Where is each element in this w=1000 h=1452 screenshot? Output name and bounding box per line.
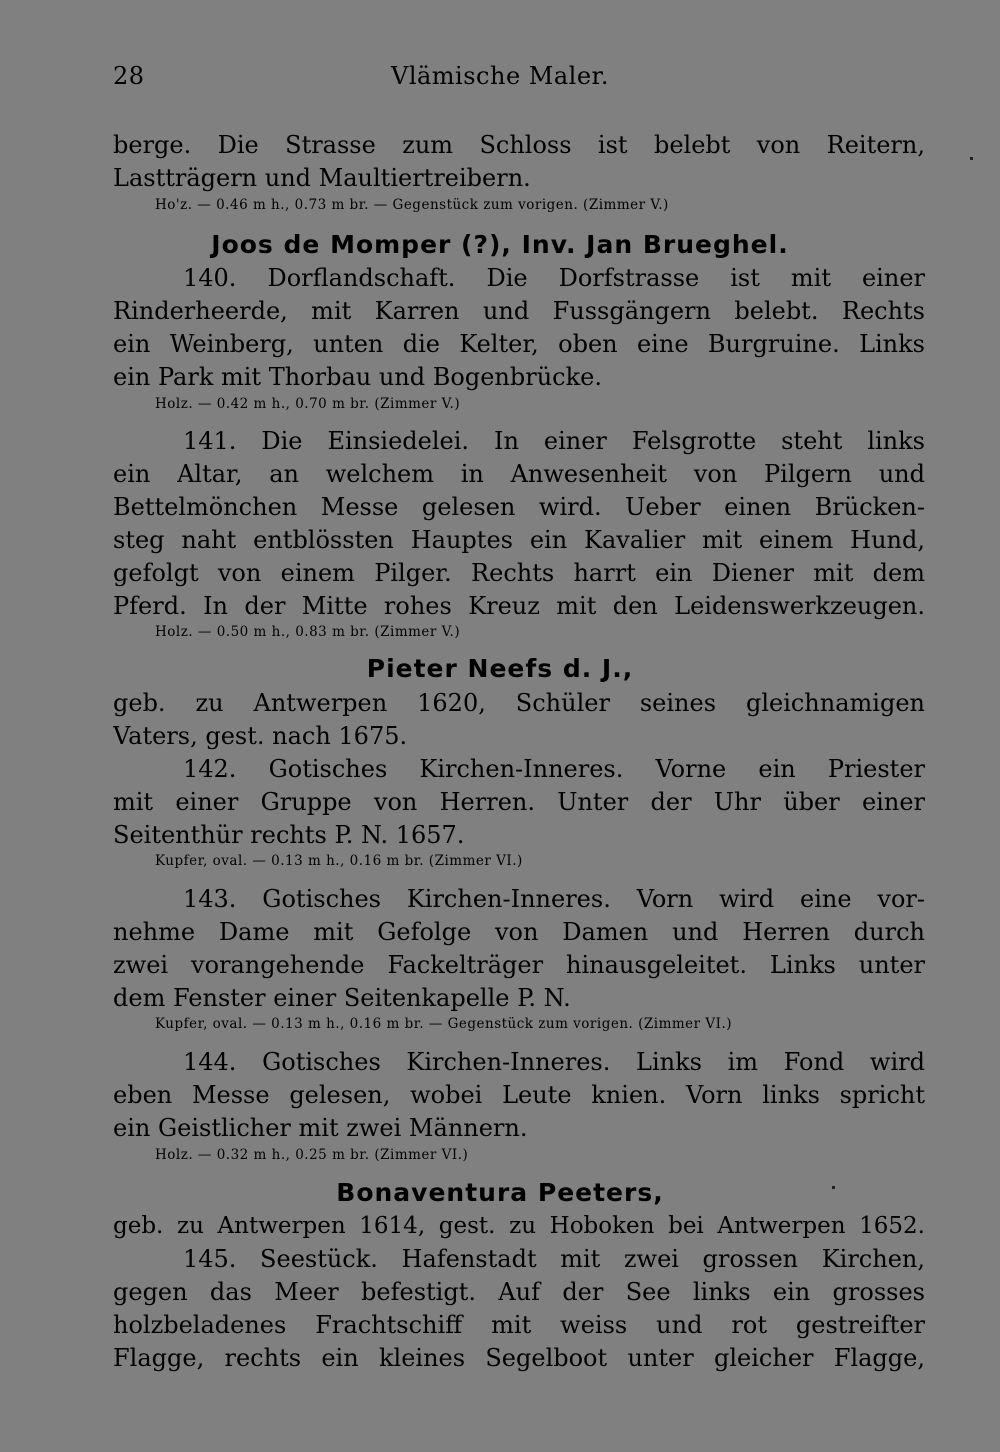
- artist-heading: Bonaventura Peeters,: [336, 1178, 664, 1207]
- scan-speck: [832, 1186, 835, 1189]
- text-line: nehme Dame mit Gefolge von Damen und Herren durch: [113, 918, 925, 946]
- text-line: Vaters, gest. nach 1675.: [113, 722, 408, 750]
- entry-line: 142. Gotisches Kirchen-Inneres. Vorne ein Priester: [183, 755, 925, 783]
- artist-heading: Joos de Momper (?), Inv. Jan Brueghel.: [211, 230, 789, 259]
- text-line: ein Geistlicher mit zwei Männern.: [113, 1114, 528, 1142]
- scan-speck: [970, 157, 973, 160]
- text-line: eben Messe gelesen, wobei Leute knien. Vorn links spricht: [113, 1081, 925, 1109]
- text-line: Seitenthür rechts P. N. 1657.: [113, 821, 465, 849]
- entry-line: 143. Gotisches Kirchen-Inneres. Vorn wird eine vor-: [183, 885, 925, 913]
- text-line: ein Weinberg, unten die Kelter, oben eine Burgruine. Links: [113, 330, 925, 358]
- page-number: 28: [113, 62, 145, 90]
- text-line: zwei vorangehende Fackelträger hinausgeleitet. Links unter: [113, 951, 925, 979]
- dimensions-note: Ho'z. — 0.46 m h., 0.73 m br. — Gegenstück zum vorigen. (Zimmer V.): [155, 197, 669, 213]
- text-line: geb. zu Antwerpen 1620, Schüler seines gleichnamigen: [113, 689, 925, 717]
- entry-line: 144. Gotisches Kirchen-Inneres. Links im Fond wird: [183, 1048, 925, 1076]
- dimensions-note: Holz. — 0.50 m h., 0.83 m br. (Zimmer V.): [155, 624, 461, 640]
- text-line: Rinderheerde, mit Karren und Fussgängern belebt. Rechts: [113, 297, 925, 325]
- entry-line: 145. Seestück. Hafenstadt mit zwei grossen Kirchen,: [183, 1245, 925, 1273]
- dimensions-note: Holz. — 0.32 m h., 0.25 m br. (Zimmer VI.): [155, 1147, 469, 1163]
- text-line: Lastträgern und Maultiertreibern.: [113, 164, 531, 192]
- text-line: ein Altar, an welchem in Anwesenheit von Pilgern und: [113, 460, 925, 488]
- text-line: geb. zu Antwerpen 1614, gest. zu Hoboken bei Antwerpen 1652.: [113, 1213, 925, 1239]
- text-line: holzbeladenes Frachtschiff mit weiss und rot gestreifter: [113, 1311, 925, 1339]
- text-line: gefolgt von einem Pilger. Rechts harrt ein Diener mit dem: [113, 559, 925, 587]
- text-line: gegen das Meer befestigt. Auf der See links ein grosses: [113, 1278, 925, 1306]
- text-line: dem Fenster einer Seitenkapelle P. N.: [113, 984, 571, 1012]
- running-title: Vlämische Maler.: [390, 62, 610, 90]
- dimensions-note: Kupfer, oval. — 0.13 m h., 0.16 m br. — Gegenstück zum vorigen. (Zimmer VI.): [155, 1016, 733, 1032]
- entry-line: 141. Die Einsiedelei. In einer Felsgrotte steht links: [183, 427, 925, 455]
- text-line: Pferd. In der Mitte rohes Kreuz mit den Leidenswerkzeugen.: [113, 592, 925, 620]
- dimensions-note: Holz. — 0.42 m h., 0.70 m br. (Zimmer V.): [155, 396, 461, 412]
- text-line: Flagge, rechts ein kleines Segelboot unter gleicher Flagge,: [113, 1344, 925, 1372]
- text-line: Bettelmönchen Messe gelesen wird. Ueber einen Brücken-: [113, 493, 925, 521]
- text-line: berge. Die Strasse zum Schloss ist belebt von Reitern,: [113, 131, 925, 159]
- text-line: steg naht entblössten Hauptes ein Kavalier mit einem Hund,: [113, 526, 925, 554]
- text-line: mit einer Gruppe von Herren. Unter der Uhr über einer: [113, 788, 925, 816]
- dimensions-note: Kupfer, oval. — 0.13 m h., 0.16 m br. (Zimmer VI.): [155, 853, 523, 869]
- artist-heading: Pieter Neefs d. J.,: [366, 654, 634, 683]
- entry-line: 140. Dorflandschaft. Die Dorfstrasse ist mit einer: [183, 264, 925, 292]
- text-line: ein Park mit Thorbau und Bogenbrücke.: [113, 363, 602, 391]
